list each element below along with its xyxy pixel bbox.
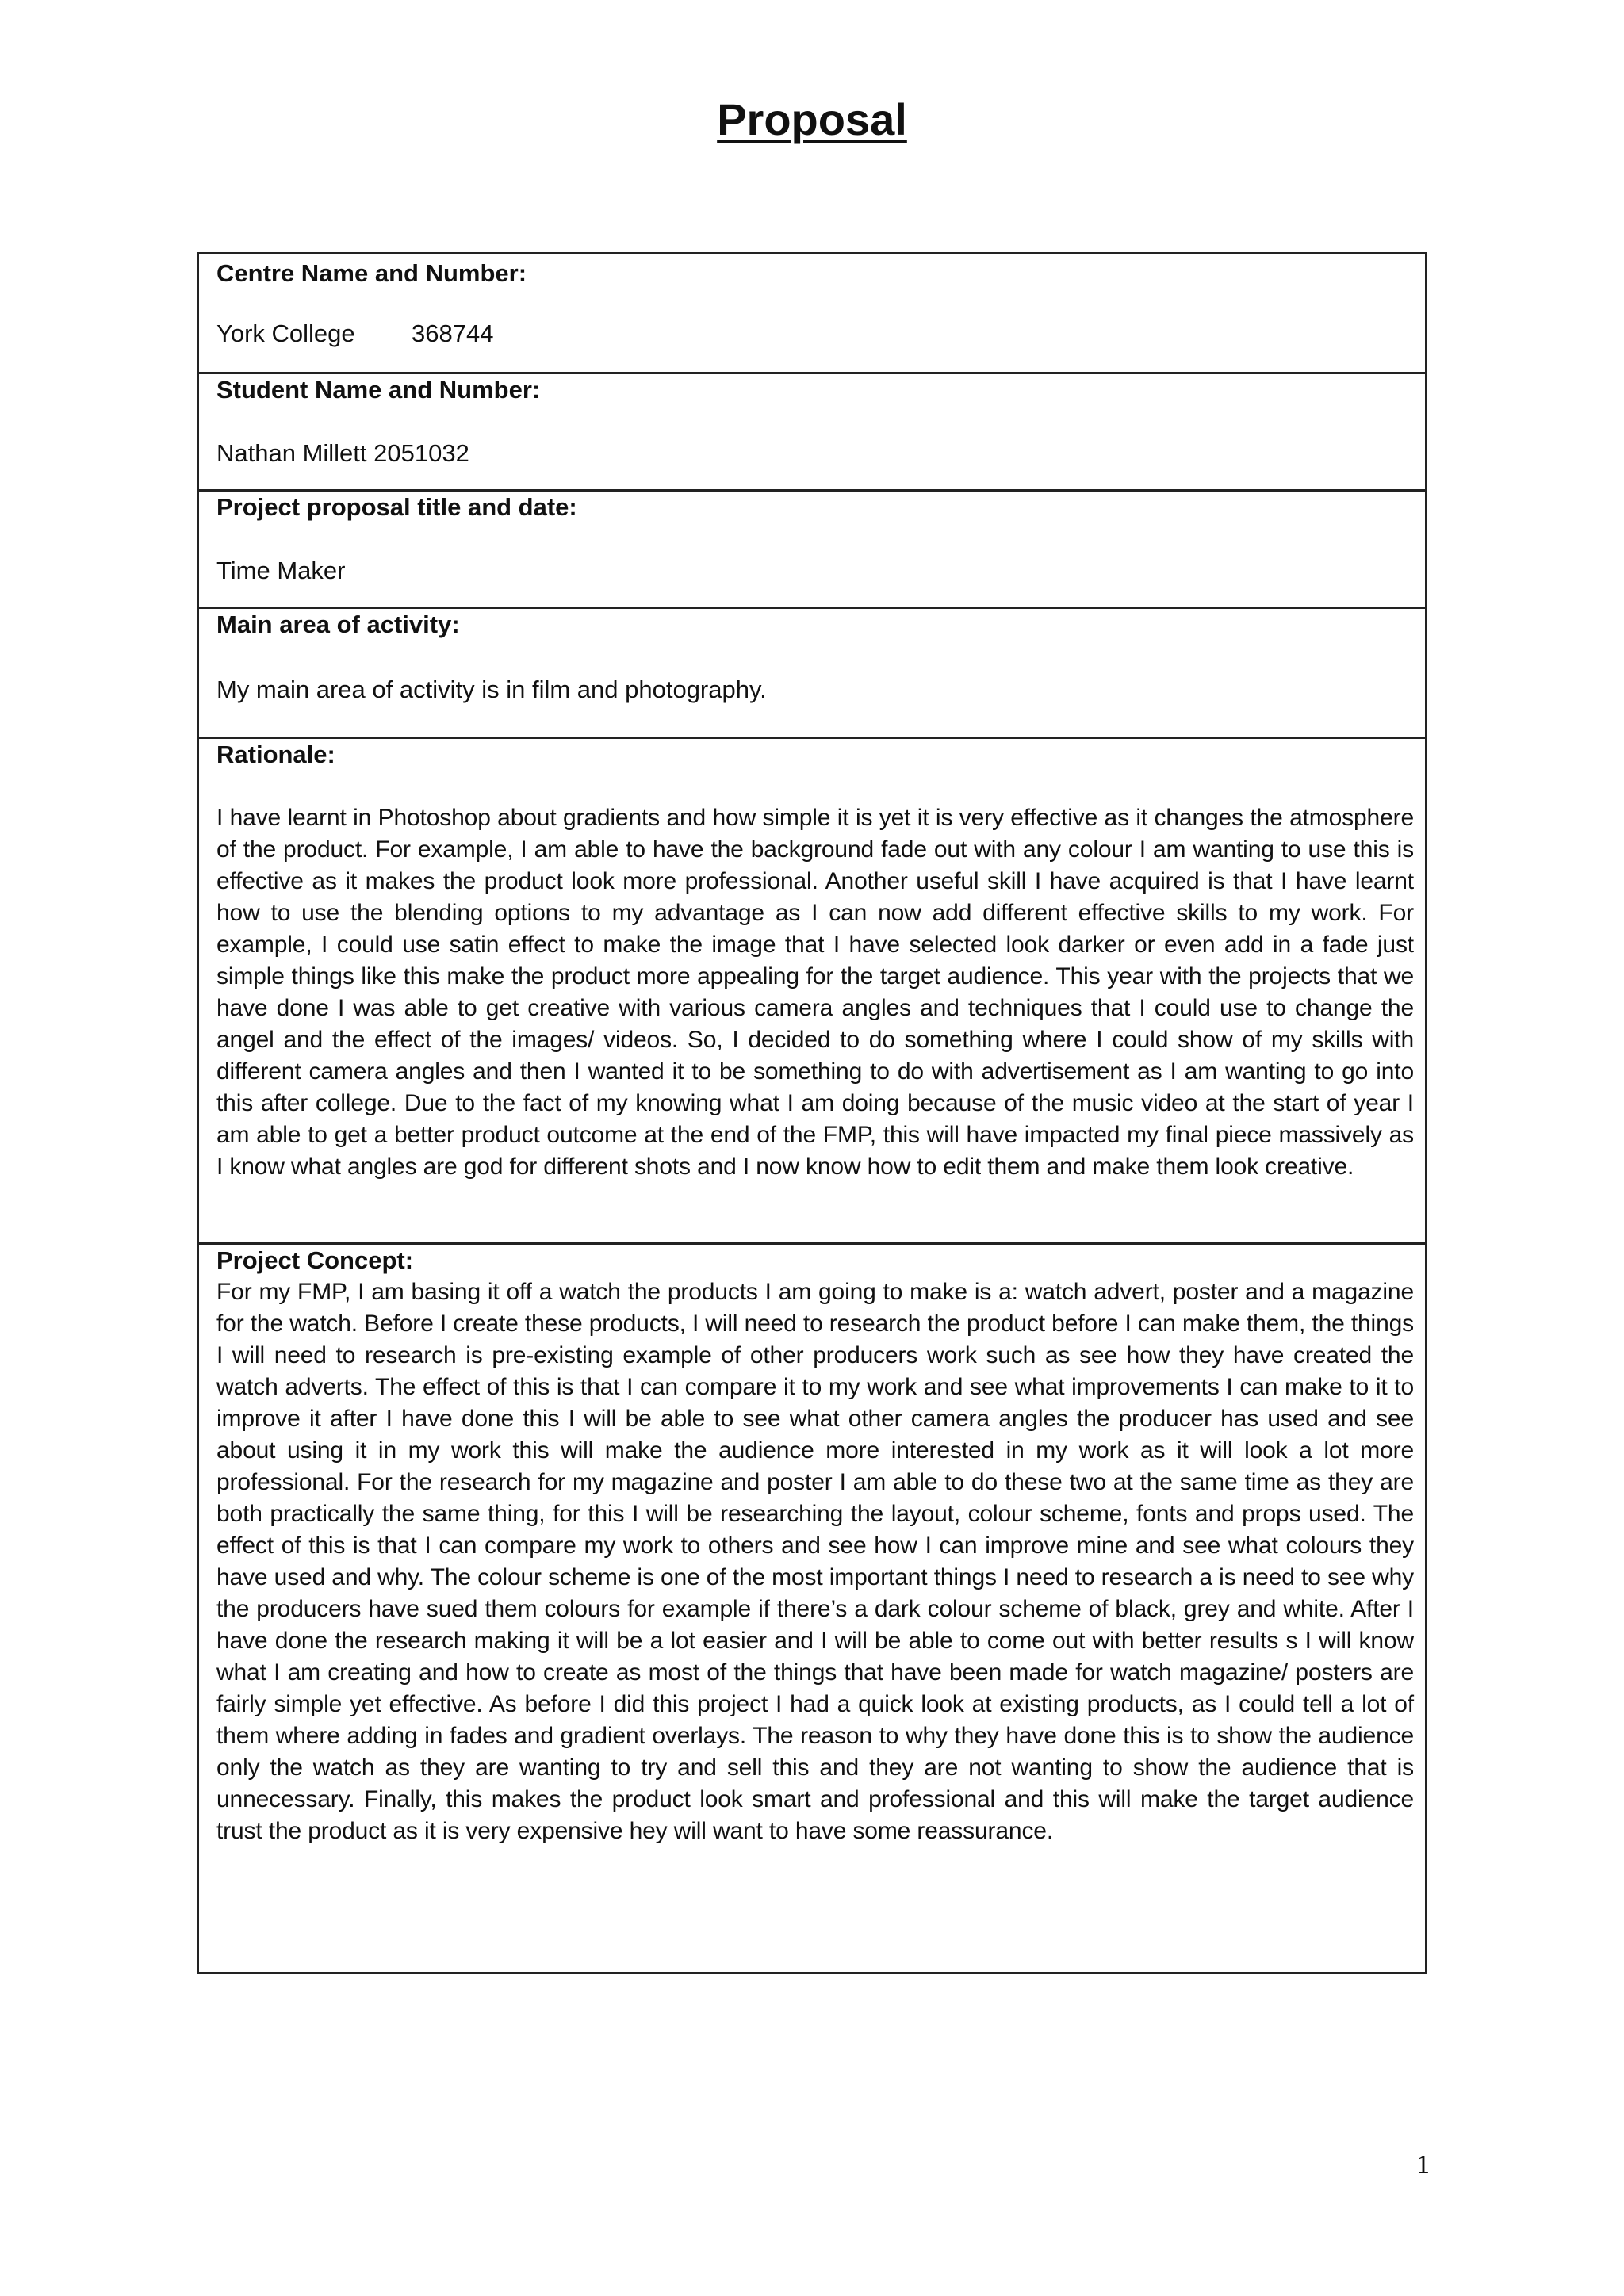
activity-label: Main area of activity:	[216, 610, 460, 638]
rationale-text: I have learnt in Photoshop about gradients and how simple it is yet it is very effective as it changes the atmosphere of the product. For example, I am able to have the background fade out with any colour I am wanting to use this is effective as it makes the product look more professional. Another useful skill I have acquired is that I have learnt how to use the blending options to my advantage as I can now add different effective skills to my work. For example, I could use satin effect to make the image that I have selected look darker or even add in a fade just simple things like this make the product more appealing for the target audience. This year with the projects that we have done I was able to get creative with various camera angles and techniques that I could use to change the angel and the effect of the images/ videos. So, I decided to do something where I could show of my skills with different camera angles and then I wanted it to be something to do with advertisement as I am wanting to go into this after college. Due to the fact of my knowing what I am doing because of the music video at the start of year I am able to get a better product outcome at the end of the FMP, this will have impacted my final piece massively as I know what angles are god for different shots and I now know how to edit them and make them look creative.	[216, 805, 1414, 1180]
rationale-section	[199, 737, 1425, 1242]
project-section	[199, 489, 1425, 607]
activity-section	[199, 607, 1425, 737]
student-section	[199, 372, 1425, 489]
centre-number: 368744	[412, 320, 494, 347]
concept-text: For my FMP, I am basing it off a watch the products I am going to make is a: watch advert, poster and a magazine for the watch. Before I create these products, I will need to research the product before I can make them, the things I will need to research is pre-existing example of other producers work such as see how they have created the watch adverts. The effect of this is that I can compare it to my work and see what improvements I can make to it to improve it after I have done this I will be able to see what other camera angles the producer has used and see about using it in my work this will make the audience more interested in my work as it will look a lot more professional. For the research for my magazine and poster I am able to do these two at the same time as they are both practically the same thing, for this I will be researching the layout, colour scheme, fonts and props used. The effect of this is that I can compare my work to others and see how I can improve mine and see what colours they have used and why. The colour scheme is one of the most important things I need to research a is need to see why the producers have sued them colours for example if there’s a dark colour scheme of black, grey and white. After I have done the research making it will be a lot easier and I will be able to come out with better results s I will know what I am creating and how to create as most of the things that have been made for watch magazine/ posters are fairly simple yet effective. As before I did this project I had a quick look at existing products, as I could tell a lot of them where adding in fades and gradient overlays. The reason to why they have done this is to show the audience only the watch as they are wanting to try and sell this and they are not wanting to show the audience that is unnecessary. Finally, this makes the product look smart and professional and this will make the target audience trust the product as it is very expensive hey will want to have some reassurance.	[216, 1279, 1414, 1844]
project-label: Project proposal title and date:	[216, 493, 577, 521]
student-label: Student Name and Number:	[216, 376, 541, 404]
concept-label: Project Concept:	[216, 1246, 414, 1274]
activity-value: My main area of activity is in film and photography.	[216, 675, 767, 703]
centre-name: York College	[216, 320, 355, 347]
student-value: Nathan Millett 2051032	[216, 439, 469, 467]
centre-section	[199, 254, 1425, 372]
page-number: 1	[1416, 2150, 1430, 2179]
centre-label: Centre Name and Number:	[216, 259, 527, 287]
rationale-label: Rationale:	[216, 740, 335, 768]
concept-section	[199, 1242, 1425, 1972]
project-value: Time Maker	[216, 557, 346, 584]
page-title: Proposal	[717, 94, 907, 144]
proposal-form-table	[197, 252, 1427, 1974]
